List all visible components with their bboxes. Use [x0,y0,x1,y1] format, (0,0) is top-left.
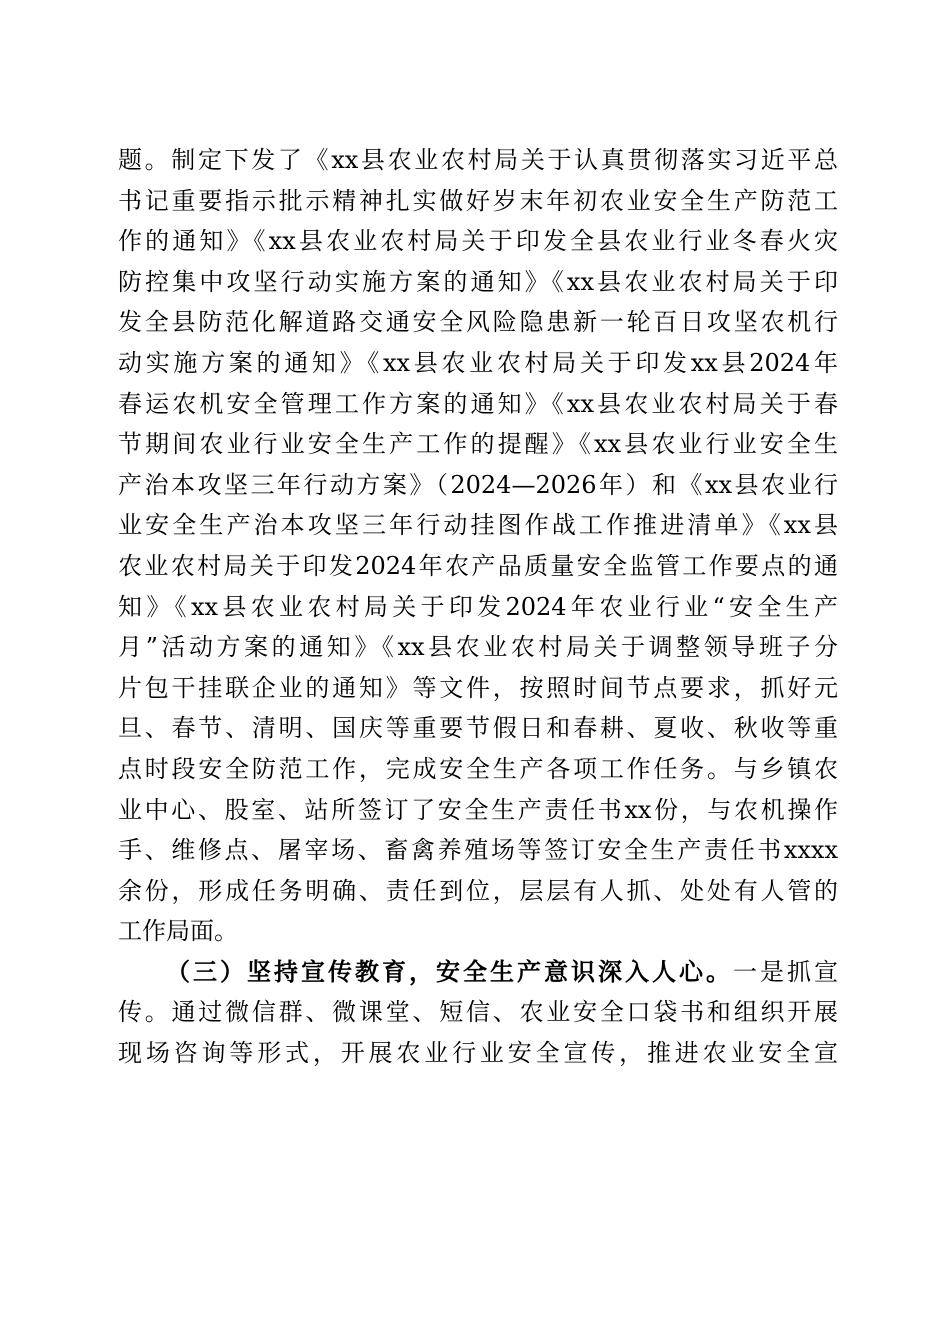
paragraph-line: 工作局面。 [118,917,238,946]
section-3-first-line [118,952,838,993]
paragraph-line: 春运农机安全管理工作方案的通知》《xx县农业农村局关于春 [118,389,838,418]
paragraph-line: 业中心、股室、站所签订了安全生产责任书xx份，与农机操作 [118,795,838,824]
paragraph-line: 防控集中攻坚行动实施方案的通知》《xx县农业农村局关于印 [118,267,838,296]
paragraph-line: 业安全生产治本攻坚三年行动挂图作战工作推进清单》《xx县 [118,511,838,540]
paragraph-line: 余份，形成任务明确、责任到位，层层有人抓、处处有人管的 [118,876,838,905]
paragraph-line: 旦、春节、清明、国庆等重要节假日和春耕、夏收、秋收等重 [118,714,838,743]
paragraph-line: 农业农村局关于印发2024年农产品质量安全监管工作要点的通 [118,551,838,580]
document-body [118,140,838,1074]
paragraph-line: 点时段安全防范工作，完成安全生产各项工作任务。与乡镇农 [118,754,838,783]
paragraph-line: 发全县防范化解道路交通安全风险隐患新一轮百日攻坚农机行 [118,308,838,337]
paragraph-line: 传。通过微信群、微课堂、短信、农业安全口袋书和组织开展 [118,998,838,1027]
section-3-line1-rest: 一是抓宣 [733,957,838,986]
paragraph-line: 节期间农业行业安全生产工作的提醒》《xx县农业行业安全生 [118,430,838,459]
paragraph-line: 现场咨询等形式，开展农业行业安全宣传，推进农业安全宣 [118,1039,838,1068]
section-3-heading: （三）坚持宣传教育，安全生产意识深入人心。 [166,956,733,986]
paragraph-line: 作的通知》《xx县农业农村局关于印发全县农业行业冬春火灾 [118,227,838,256]
paragraph-line: 题。制定下发了《xx县农业农村局关于认真贯彻落实习近平总 [118,146,838,174]
paragraph-line: 手、维修点、屠宰场、畜禽养殖场等签订安全生产责任书xxxx [118,836,838,865]
paragraph-line: 动实施方案的通知》《xx县农业农村局关于印发xx县2024年 [118,348,838,377]
paragraph-line: 产治本攻坚三年行动方案》（2024—2026年）和《xx县农业行 [118,470,838,499]
paragraph-line: 书记重要指示批示精神扎实做好岁末年初农业安全生产防范工 [118,186,838,215]
paragraph-line: 月”活动方案的通知》《xx县农业农村局关于调整领导班子分 [118,633,838,662]
paragraph-line: 知》《xx县农业农村局关于印发2024年农业行业“安全生产 [118,592,838,621]
paragraph-line: 片包干挂联企业的通知》等文件，按照时间节点要求，抓好元 [118,673,838,702]
